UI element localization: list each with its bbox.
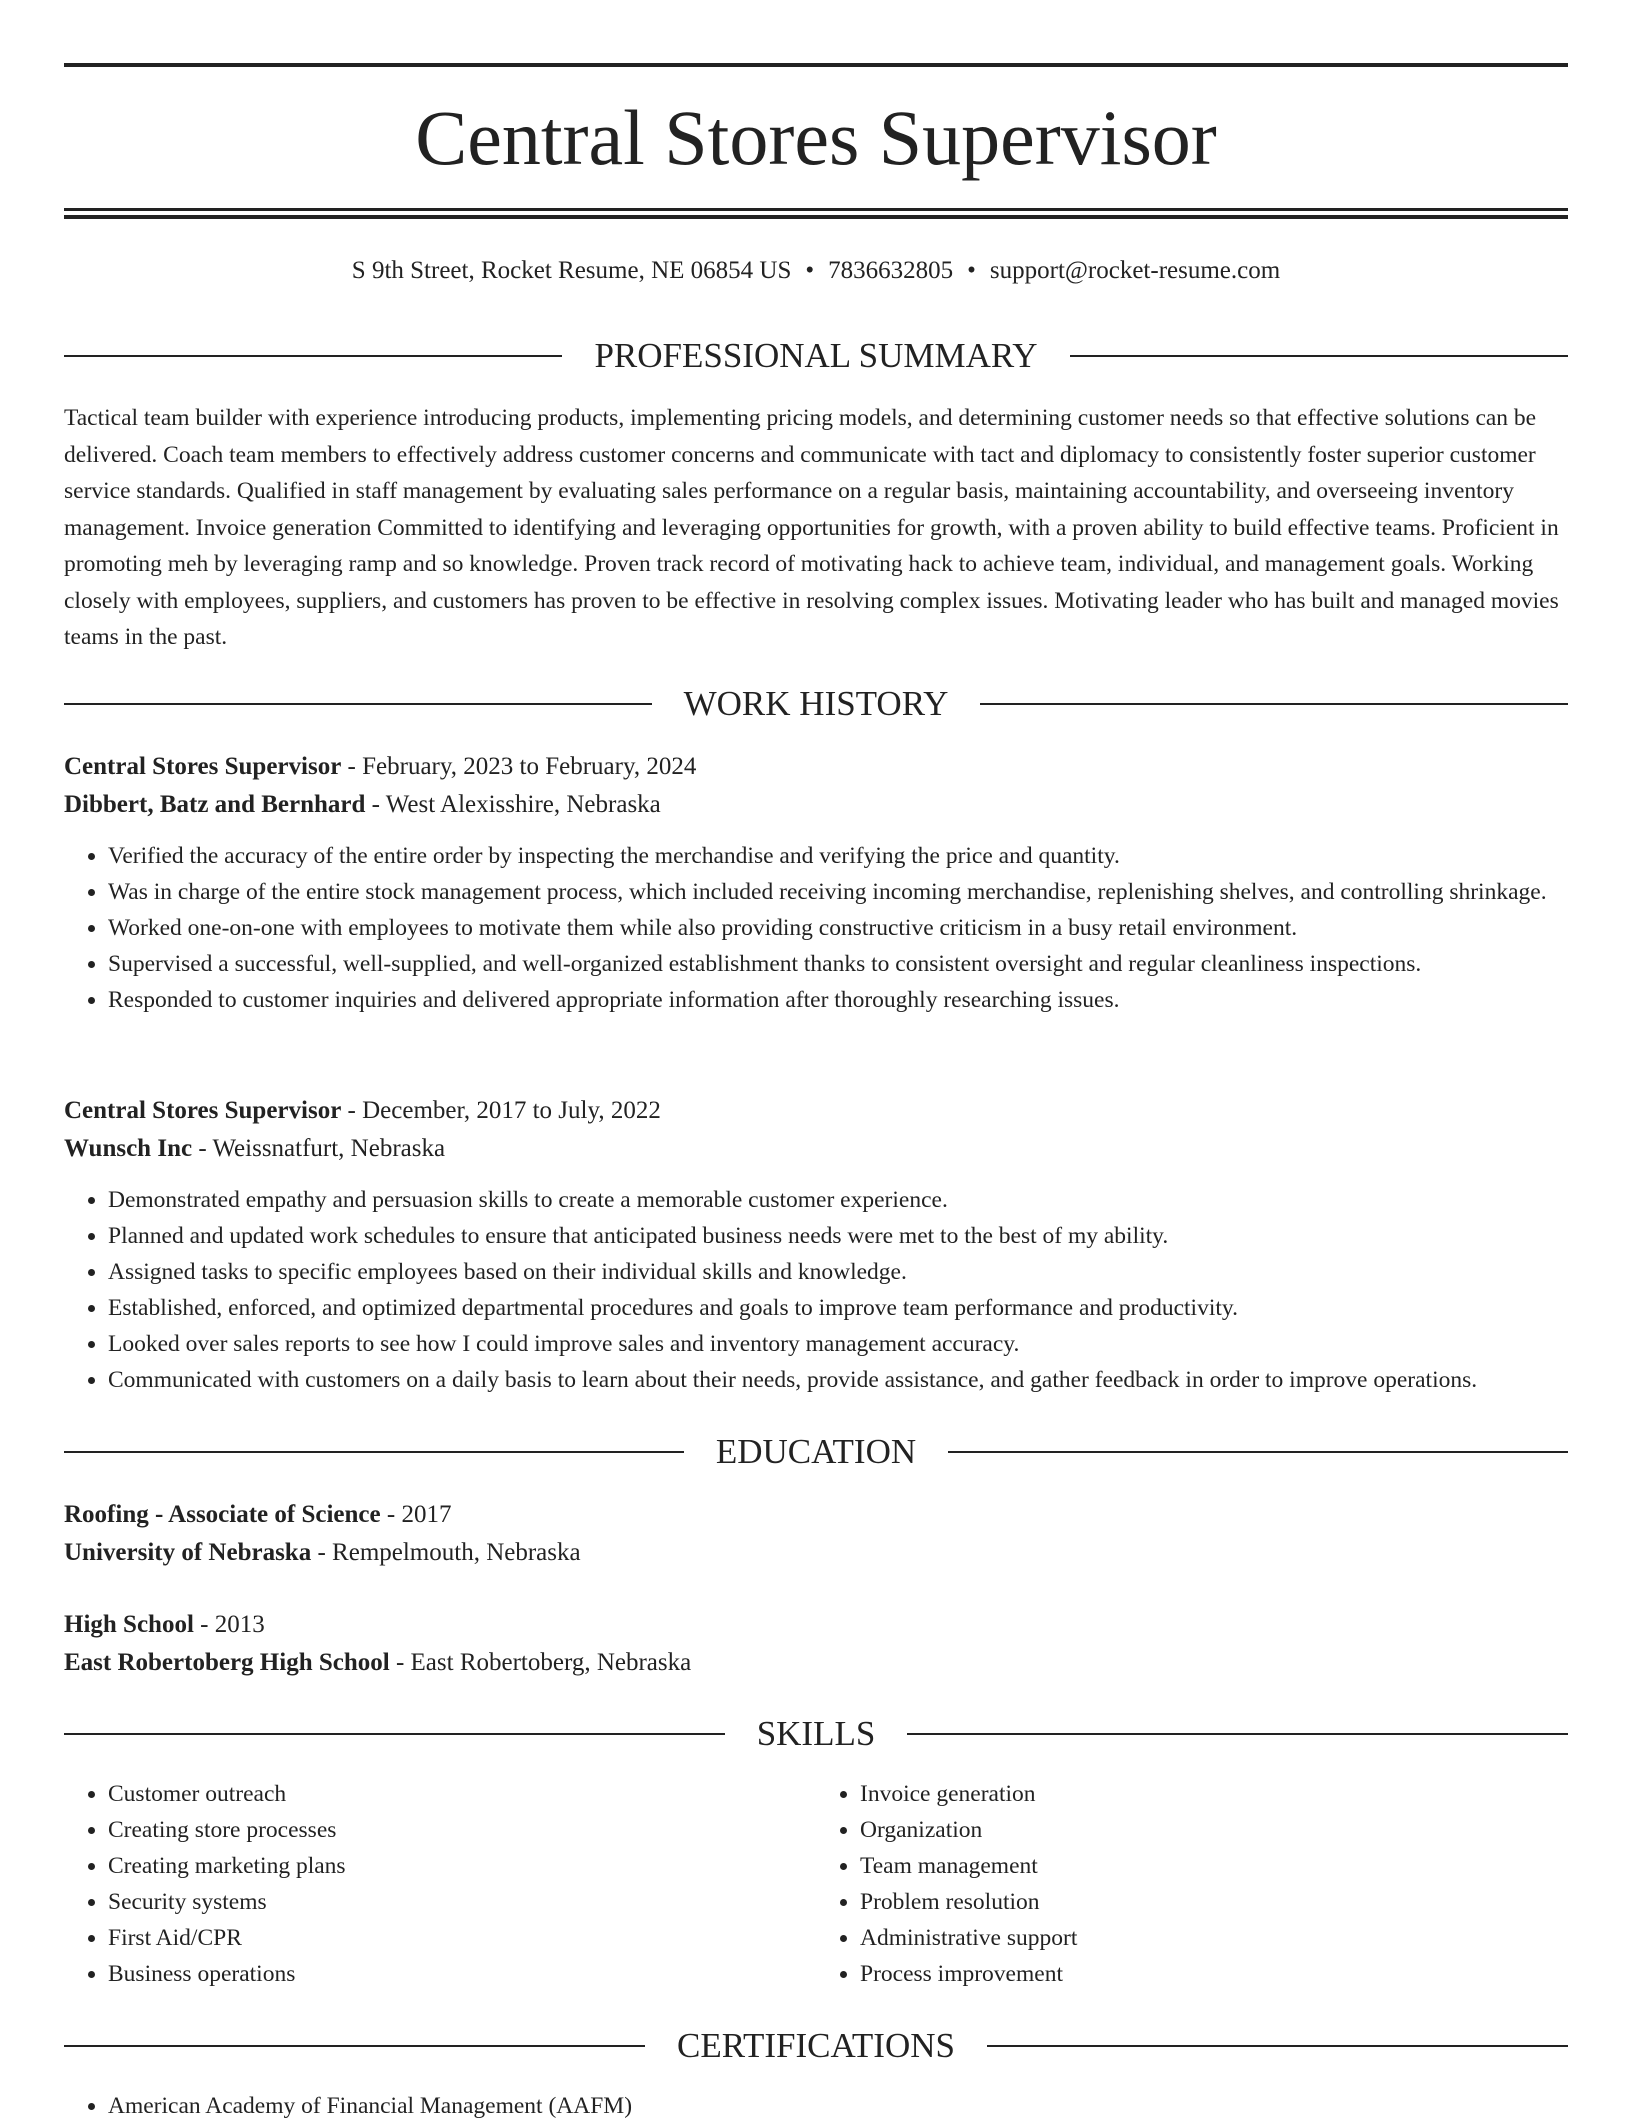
list-item: • Security systems [108,1884,816,1920]
section-title: EDUCATION [715,1432,917,1471]
section-header-summary [64,334,1568,378]
company-name: Wunsch Inc [64,1135,193,1162]
degree: Roofing - Associate of Science [64,1501,381,1528]
job-bullets [64,1182,1568,1398]
list-item: • Supervised a successful, well-supplied, and well-organized establishment thanks to consistent oversight and regular cleanliness inspections. [108,946,1568,982]
work-entry [64,1092,1568,1398]
contact-separator: • [967,257,976,284]
contact-address: S 9th Street, Rocket Resume, NE 06854 US [351,257,792,284]
degree-year: - 2013 [193,1611,265,1638]
education-entry [64,1606,1568,1682]
degree-year: - 2017 [380,1501,452,1528]
list-item: • Customer outreach [108,1776,816,1812]
section-title: PROFESSIONAL SUMMARY [594,336,1038,375]
section-header-education [64,1430,1568,1474]
job-title: Central Stores Supervisor [64,1097,342,1124]
list-item: • Assigned tasks to specific employees based on their individual skills and knowledge. [108,1254,1568,1290]
list-item: • Problem resolution [860,1884,1568,1920]
contact-line [64,255,1568,287]
school-line [64,1534,1568,1572]
contact-email: support@rocket-resume.com [989,257,1281,284]
list-item: • First Aid/CPR [108,1920,816,1956]
list-item: • Administrative support [860,1920,1568,1956]
company-line [64,1130,1568,1168]
section-header-work [64,682,1568,726]
list-item: • American Academy of Financial Management (AAFM) [108,2088,1568,2124]
work-entry [64,748,1568,1018]
list-item: • Was in charge of the entire stock management process, which included receiving incoming merchandise, replenishing shelves, and controlling shrinkage. [108,874,1568,910]
job-title: Central Stores Supervisor [64,753,342,780]
school-name: University of Nebraska [64,1539,312,1566]
section-title: SKILLS [756,1714,876,1753]
school-line [64,1644,1568,1682]
job-dates: - December, 2017 to July, 2022 [341,1097,661,1124]
certifications-block [64,2088,1568,2124]
list-item: • Organization [860,1812,1568,1848]
company-location: - Weissnatfurt, Nebraska [192,1135,446,1162]
company-name: Dibbert, Batz and Bernhard [64,791,366,818]
section-title: WORK HISTORY [683,684,949,723]
school-location: - Rempelmouth, Nebraska [311,1539,581,1566]
section-header-skills [64,1712,1568,1756]
title-double-rule [64,208,1568,220]
contact-phone: 7836632805 [828,257,954,284]
list-item: • Established, enforced, and optimized departmental procedures and goals to improve team performance and productivity. [108,1290,1568,1326]
job-dates: - February, 2023 to February, 2024 [341,753,697,780]
list-item: • Planned and updated work schedules to ensure that anticipated business needs were met to the best of my ability. [108,1218,1568,1254]
list-item: • Communicated with customers on a daily basis to learn about their needs, provide assistance, and gather feedback in order to improve operations. [108,1362,1568,1398]
list-item: • Team management [860,1848,1568,1884]
certifications-list [64,2088,1568,2124]
list-item: • Process improvement [860,1956,1568,1992]
degree-line [64,1606,1568,1644]
list-item: • Looked over sales reports to see how I could improve sales and inventory management accuracy. [108,1326,1568,1362]
list-item: • Invoice generation [860,1776,1568,1812]
job-title-line [64,1092,1568,1130]
school-name: East Robertoberg High School [64,1649,390,1676]
list-item: • Creating marketing plans [108,1848,816,1884]
resume-title: Central Stores Supervisor [415,94,1217,181]
degree: High School [64,1611,194,1638]
contact-separator: • [805,257,815,284]
section-header-certifications [64,2024,1568,2068]
list-item: • Business operations [108,1956,816,1992]
school-location: - East Robertoberg, Nebraska [389,1649,692,1676]
skills-list-right [816,1776,1568,1992]
list-item: • Verified the accuracy of the entire order by inspecting the merchandise and verifying the price and quantity. [108,838,1568,874]
top-rule [64,63,1568,67]
skills-columns [64,1776,1568,1992]
list-item: • Responded to customer inquiries and delivered appropriate information after thoroughly researching issues. [108,982,1568,1018]
section-title: CERTIFICATIONS [677,2026,955,2065]
list-item: • Creating store processes [108,1812,816,1848]
summary-text: Tactical team builder with experience introducing products, implementing pricing models, and determining customer needs so that effective solutions can be delivered. Coach team members to effectively address customer concerns and communicate with tact and diplomacy to consistently foster superior customer service standards. Qualified in staff management by evaluating sales performance on a regular basis, maintaining accountability, and overseeing inventory management. Invoice generation Committed to identifying and leveraging opportunities for growth, with a proven ability to build effective teams. Proficient in promoting meh by leveraging ramp and so knowledge. Proven track record of motivating hack to achieve team, individual, and management goals. Working closely with employees, suppliers, and customers has proven to be effective in resolving complex issues. Motivating leader who has built and managed movies teams in the past. [64,405,1559,650]
degree-line [64,1496,1568,1534]
skills-list-left [64,1776,816,1992]
list-item: • Worked one-on-one with employees to motivate them while also providing constructive criticism in a busy retail environment. [108,910,1568,946]
job-title-line [64,748,1568,786]
education-entry [64,1496,1568,1572]
company-line [64,786,1568,824]
company-location: - West Alexisshire, Nebraska [365,791,661,818]
list-item: • Demonstrated empathy and persuasion skills to create a memorable customer experience. [108,1182,1568,1218]
job-bullets [64,838,1568,1018]
